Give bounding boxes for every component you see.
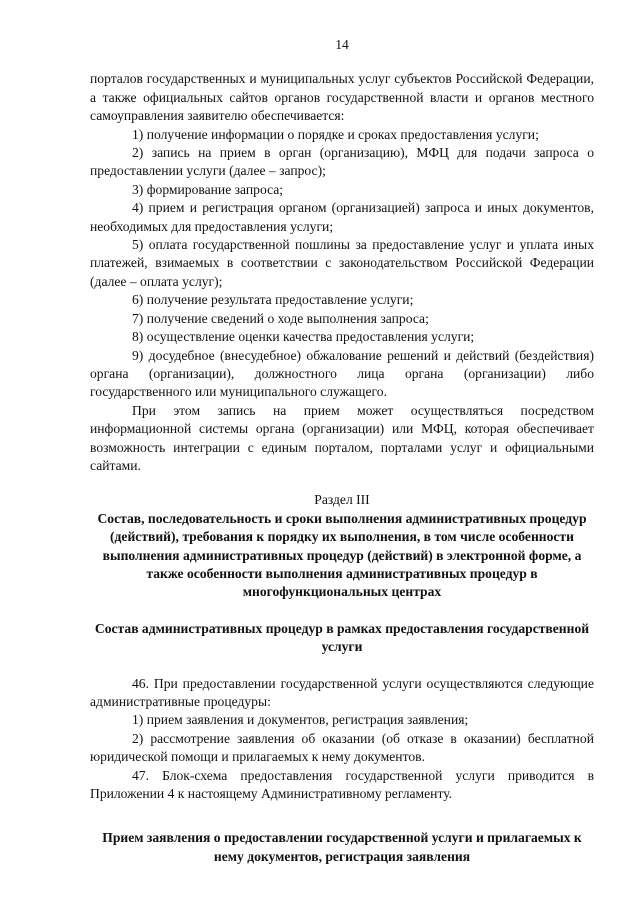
list-item: 7) получение сведений о ходе выполнения запроса; xyxy=(132,310,429,326)
intro-paragraph: порталов государственных и муниципальных услуг субъектов Российской Федерации, а также официальных сайтов органов государственной власти и органов местного самоуправления заявителю обеспечивается: xyxy=(90,71,594,124)
procedure-item: 1) прием заявления и документов, регистрация заявления; xyxy=(132,712,469,728)
note-paragraph: При этом запись на прием может осуществляться посредством информационной системы органа (организации) или МФЦ, которая обеспечивает возможность интеграции с единым порталом, порталами услуг и официальными сайтами. xyxy=(90,402,594,473)
list-item: 8) осуществление оценки качества предоставления услуги; xyxy=(132,329,475,345)
subsection-title-reception: Прием заявления о предоставлении государственной услуги и прилагаемых к нему документов, регистрация заявления xyxy=(102,830,582,864)
paragraph-46: 46. При предоставлении государственной услуги осуществляются следующие административные процедуры: xyxy=(90,675,594,709)
section-title: Состав, последовательность и сроки выполнения административных процедур (действий), требования к порядку их выполнения, в том числе особенности выполнения административных процедур (действий) в электронной форме, а также особенности выполнения административных процедур в многофункциональных центрах xyxy=(97,510,587,600)
list-item: 6) получение результата предоставление услуги; xyxy=(132,292,414,308)
paragraph-47: 47. Блок-схема предоставления государственной услуги приводится в Приложении 4 к настоящему Административному регламенту. xyxy=(90,767,594,802)
list-item: 1) получение информации о порядке и сроках предоставления услуги; xyxy=(132,126,539,142)
list-item: 2) запись на прием в орган (организацию), МФЦ для подачи запроса о предоставлении услуги (далее – запрос); xyxy=(90,145,594,179)
list-item: 5) оплата государственной пошлины за предоставление услуг и уплата иных платежей, взимаемых в соответствии с законодательством Российской Федерации (далее – оплата услуг); xyxy=(90,237,594,289)
procedure-item: 2) рассмотрение заявления об оказании (об отказе в оказании) бесплатной юридической помощи и прилагаемых к нему документов. xyxy=(90,730,594,765)
subsection-title: Состав административных процедур в рамках предоставления государственной услуги xyxy=(94,620,590,655)
list-item: 3) формирование запроса; xyxy=(132,181,284,197)
section-label: Раздел III xyxy=(314,492,370,508)
list-item: 4) прием и регистрация органом (организацией) запроса и иных документов, необходимых для предоставления услуги; xyxy=(90,200,594,234)
list-item: 9) досудебное (внесудебное) обжалование решений и действий (бездействия) органа (организации), должностного лица органа (организации) либо государственного или муниципального служащего. xyxy=(90,347,594,400)
page-number: 14 xyxy=(335,37,349,52)
